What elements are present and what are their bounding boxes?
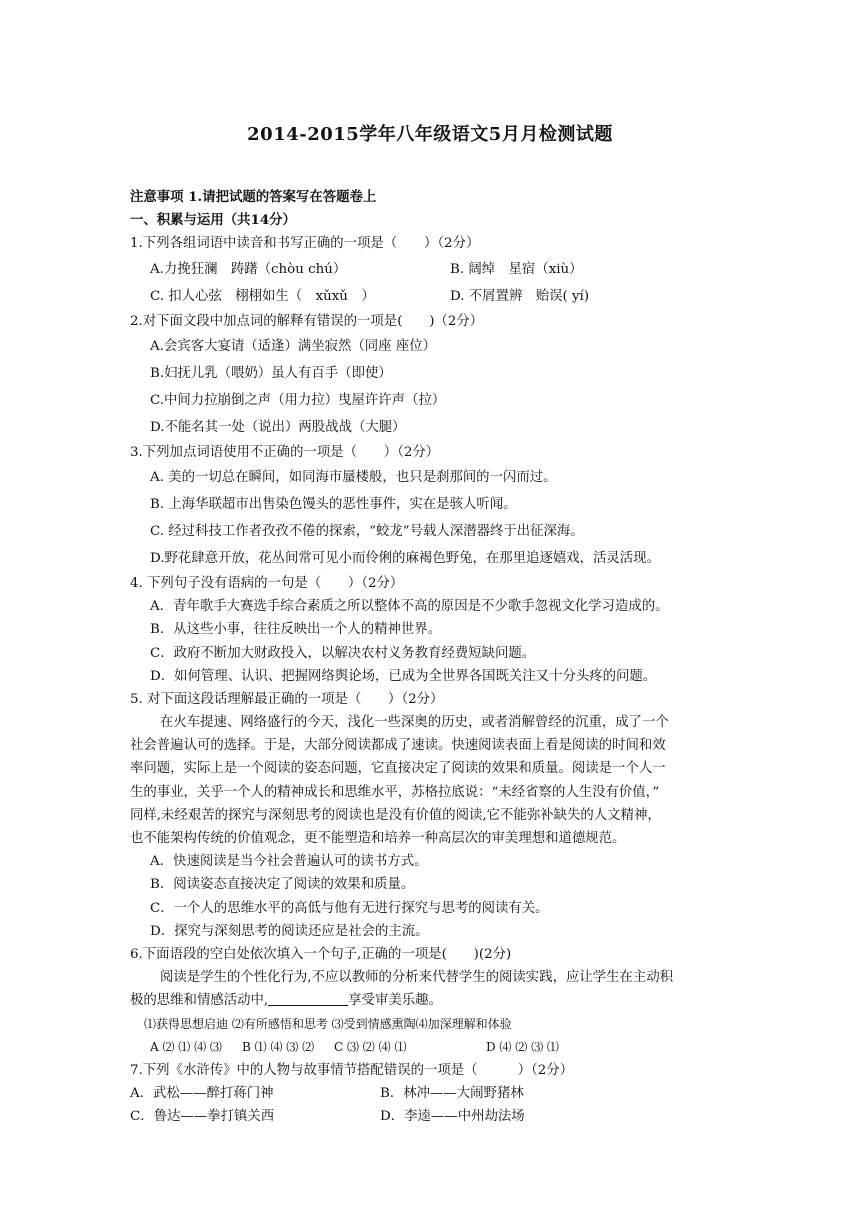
notice: 注意事项 1.请把试题的答案写在答题卷上 [130, 189, 377, 205]
q7-option-a: A．武松——醉打蒋门神 [130, 1086, 274, 1102]
q6-passage-text: 极的思维和情感活动中, [130, 993, 269, 1009]
q2-option-c: C.中间力拉崩倒之声（用力拉）曳屋许许声（拉） [150, 392, 446, 408]
q6-option-a: A ⑵ ⑴ ⑷ ⑶ [150, 1039, 222, 1054]
exam-content [130, 186, 740, 1128]
q6-options-list: ⑴获得思想启迪 ⑵有所感悟和思考 ⑶受到情感熏陶⑷加深理解和体验 [144, 1016, 512, 1031]
q1-option-c: C. 扣人心弦 栩栩如生（ xǔxǔ ） [150, 288, 375, 304]
question-1-row-1 [130, 256, 740, 283]
question-5-stem: 5. 对下面这段话理解最正确的一项是（ ）（2分） [130, 691, 444, 707]
q6-passage-text: 享受审美乐趣。 [348, 993, 442, 1009]
q4-option-d: D．如何管理、认识、把握网络舆论场，已成为全世界各国既关注又十分头疼的问题。 [150, 668, 657, 684]
question-2-stem: 2.对下面文段中加点词的解释有错误的一项是( )（2分） [130, 313, 484, 329]
question-1-stem: 1.下列各组词语中读音和书写正确的一项是（ ）（2分） [130, 236, 480, 252]
question-3-stem: 3.下列加点词语使用不正确的一项是（ ）（2分） [130, 444, 440, 460]
q5-passage-line: 在火车提速、网络盛行的今天，浅化一些深奥的历史，或者消解曾经的沉重，成了一个 [160, 715, 669, 731]
q5-option-d: D．探究与深刻思考的阅读还应是社会的主流。 [150, 923, 429, 939]
q6-option-c: C ⑶ ⑵ ⑷ ⑴ [334, 1039, 407, 1054]
q5-option-c: C．一个人的思维水平的高低与他有无进行探究与思考的阅读有关。 [150, 900, 549, 916]
section-heading: 一、积累与运用（共14分） [130, 212, 296, 229]
q4-option-c: C．政府不断加大财政投入，以解决农村义务教育经费短缺问题。 [150, 645, 536, 661]
q7-option-d: D．李逵——中州劫法场 [380, 1109, 525, 1125]
q5-option-a: A．快速阅读是当今社会普遍认可的读书方式。 [150, 854, 428, 870]
q6-option-d: D ⑷ ⑵ ⑶ ⑴ [486, 1039, 559, 1054]
q3-option-b: B. 上海华联超市出售染色馒头的恶性事件，实在是骇人听闻。 [150, 496, 517, 512]
q5-option-b: B．阅读姿态直接决定了阅读的效果和质量。 [150, 877, 415, 893]
question-7-row-2 [130, 1105, 740, 1128]
q5-passage-line: 生的事业，关乎一个人的精神成长和思维水平，苏格拉底说：“未经省察的人生没有价值，” [130, 784, 660, 800]
q6-option-b: B ⑴ ⑷ ⑶ ⑵ [242, 1039, 315, 1054]
q3-option-d: D.野花肆意开放，花丛间常可见小而伶俐的麻褐色野兔，在那里追逐嬉戏，活灵活现。 [150, 550, 660, 566]
q3-option-c: C. 经过科技工作者孜孜不倦的探索，“蛟龙”号载人深潜器终于出征深海。 [150, 523, 584, 539]
q2-option-d: D.不能名其一处（说出）两股战战（大腿） [150, 419, 406, 435]
question-7-stem: 7.下列《水浒传》中的人物与故事情节搭配错误的一项是（ ）（2分） [130, 1062, 574, 1078]
q1-option-a: A.力挽狂澜 踌躇（chòu chú） [150, 261, 347, 277]
page-title: 2014-2015学年八年级语文5月月检测试题 [247, 124, 613, 145]
q4-option-b: B．从这些小事，往往反映出一个人的精神世界。 [150, 622, 442, 638]
question-7-row-1 [130, 1082, 740, 1105]
q7-option-c: C．鲁达——拳打镇关西 [130, 1109, 275, 1125]
q5-passage-line: 率问题，实际上是一个阅读的姿态问题，它直接决定了阅读的效果和质量。阅读是一个人一 [130, 761, 666, 777]
q5-passage-line: 社会普遍认可的选择。于是，大部分阅读都成了速读。快速阅读表面上看是阅读的时间和效 [130, 738, 666, 754]
q5-passage-line: 也不能架构传统的价值观念，更不能塑造和培养一种高层次的审美理想和道德规范。 [130, 831, 626, 846]
q7-option-b: B．林冲——大闹野猪林 [380, 1086, 524, 1102]
q2-option-b: B.妇抚儿乳（喂奶）虽人有百手（即使） [150, 365, 392, 381]
question-4-stem: 4. 下列句子没有语病的一句是（ ）（2分） [130, 575, 404, 591]
q6-passage-line: 阅读是学生的个性化行为,不应以教师的分析来代替学生的阅读实践，应让学生在主动积 [160, 970, 674, 986]
question-6-stem: 6.下面语段的空白处依次填入一个句子,正确的一项是( )(2分) [130, 946, 512, 962]
q1-option-d: D. 不屑置辨 贻误( yí) [450, 288, 590, 304]
q3-option-a: A. 美的一切总在瞬间，如同海市蜃楼般，也只是刹那间的一闪而过。 [150, 469, 557, 485]
question-1-row-2 [130, 283, 740, 310]
q5-passage-line: 同样,未经艰苦的探究与深刻思考的阅读也是没有价值的阅读,它不能弥补缺失的人文精神， [130, 807, 661, 823]
q6-choices-row [130, 1036, 740, 1059]
q2-option-a: A.会宾客大宴请（适逢）满坐寂然（同座 座位） [150, 338, 436, 354]
q4-option-a: A．青年歌手大赛选手综合素质之所以整体不高的原因是不少歌手忽视文化学习造成的。 [150, 599, 669, 615]
q6-passage-line [130, 989, 740, 1012]
answer-blank [268, 991, 348, 1006]
q1-option-b: B. 阔绰 星宿（xiù） [450, 261, 583, 277]
